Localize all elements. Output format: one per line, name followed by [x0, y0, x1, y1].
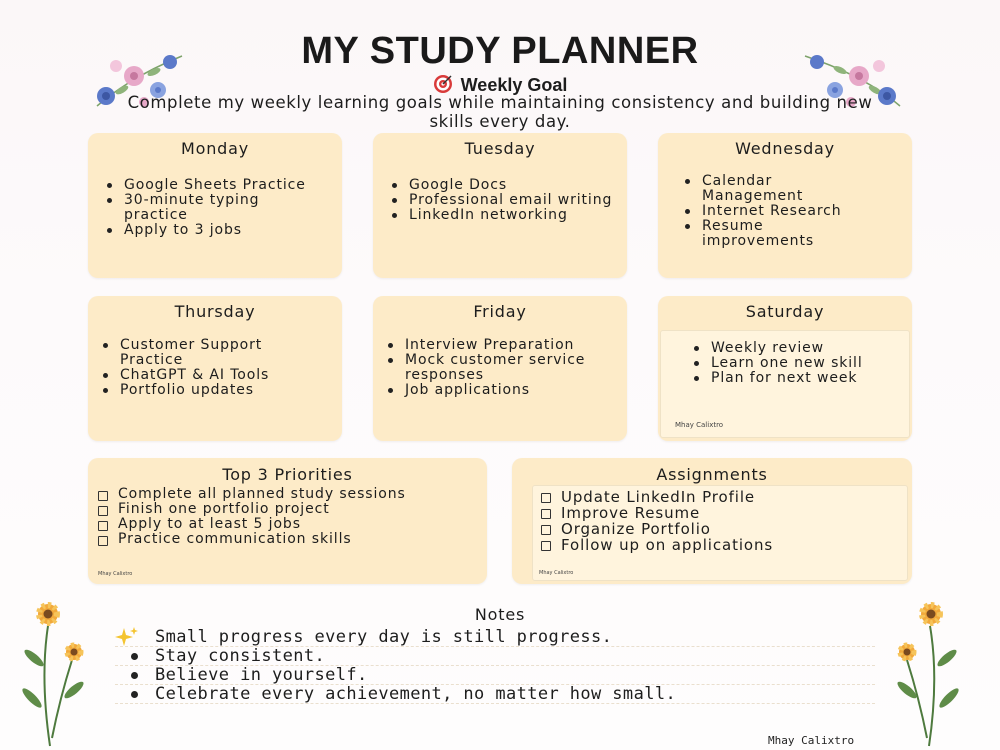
day-title: Monday	[181, 139, 249, 158]
note-line	[115, 647, 875, 666]
note-line	[115, 666, 875, 685]
day-card-friday	[373, 296, 627, 441]
bullet	[131, 653, 138, 660]
list-item: Customer Support Practice	[94, 338, 324, 368]
note-text: Stay consistent.	[155, 646, 326, 666]
priorities-card	[88, 458, 487, 584]
list-item: Portfolio updates	[94, 383, 324, 398]
assignments-card	[512, 458, 912, 584]
list-item: Job applications	[379, 383, 619, 398]
note-text: Small progress every day is still progress.	[155, 627, 613, 647]
weekly-goal-text: Complete my weekly learning goals while maintaining consistency and building new skills every day.	[127, 93, 873, 131]
target-icon	[433, 74, 453, 94]
bullet	[131, 672, 138, 679]
day-title: Saturday	[745, 302, 825, 321]
note-text: Believe in yourself.	[155, 665, 368, 685]
footer-signature: Mhay Calixtro	[768, 734, 855, 747]
checklist-item[interactable]: Organize Portfolio	[539, 521, 899, 537]
bullet	[131, 691, 138, 698]
day-title: Thursday	[174, 302, 256, 321]
card-signature: Mhay Calixtro	[539, 570, 574, 576]
list-item: Mock customer service responses	[379, 353, 619, 383]
list-item: Interview Preparation	[379, 338, 619, 353]
list-item: Plan for next week	[685, 371, 900, 386]
list-item: Calendar Management	[676, 174, 876, 204]
checklist-item[interactable]: Apply to at least 5 jobs	[96, 517, 481, 532]
checklist-item[interactable]: Finish one portfolio project	[96, 502, 481, 517]
card-signature: Mhay Calixtro	[675, 421, 724, 429]
day-title: Friday	[473, 302, 527, 321]
weekly-goal-title: Weekly Goal	[460, 75, 568, 95]
notes-section	[115, 628, 875, 704]
list-item: Resume improvements	[676, 219, 876, 249]
checklist-item[interactable]: Improve Resume	[539, 505, 899, 521]
list-item: LinkedIn networking	[383, 208, 613, 223]
card-signature: Mhay Calixtro	[98, 571, 133, 577]
day-card-wednesday	[658, 133, 912, 278]
notes-title: Notes	[474, 605, 526, 624]
day-card-saturday	[658, 296, 912, 441]
checklist-item[interactable]: Follow up on applications	[539, 537, 899, 553]
checklist-item[interactable]: Complete all planned study sessions	[96, 487, 481, 502]
day-title: Wednesday	[735, 139, 835, 158]
list-item: Apply to 3 jobs	[98, 223, 318, 238]
day-title: Tuesday	[464, 139, 536, 158]
checklist-item[interactable]: Practice communication skills	[96, 532, 481, 547]
list-item: 30-minute typing practice	[98, 193, 318, 223]
list-item: Google Docs	[383, 178, 613, 193]
day-card-monday	[88, 133, 342, 278]
checklist-item[interactable]: Update LinkedIn Profile	[539, 489, 899, 505]
list-item: Professional email writing	[383, 193, 613, 208]
page-title: MY STUDY PLANNER	[301, 30, 699, 72]
list-item: Google Sheets Practice	[98, 178, 318, 193]
note-paper	[532, 485, 908, 581]
note-text: Celebrate every achievement, no matter how small.	[155, 684, 677, 704]
assignments-title: Assignments	[656, 465, 768, 484]
list-item: Internet Research	[676, 204, 876, 219]
sparkle-icon	[115, 626, 139, 648]
day-card-tuesday	[373, 133, 627, 278]
note-line	[115, 628, 875, 647]
list-item: Weekly review	[685, 341, 900, 356]
list-item: Learn one new skill	[685, 356, 900, 371]
note-line	[115, 685, 875, 704]
list-item: ChatGPT & AI Tools	[94, 368, 324, 383]
note-paper	[660, 330, 910, 438]
priorities-title: Top 3 Priorities	[222, 465, 353, 484]
day-card-thursday	[88, 296, 342, 441]
